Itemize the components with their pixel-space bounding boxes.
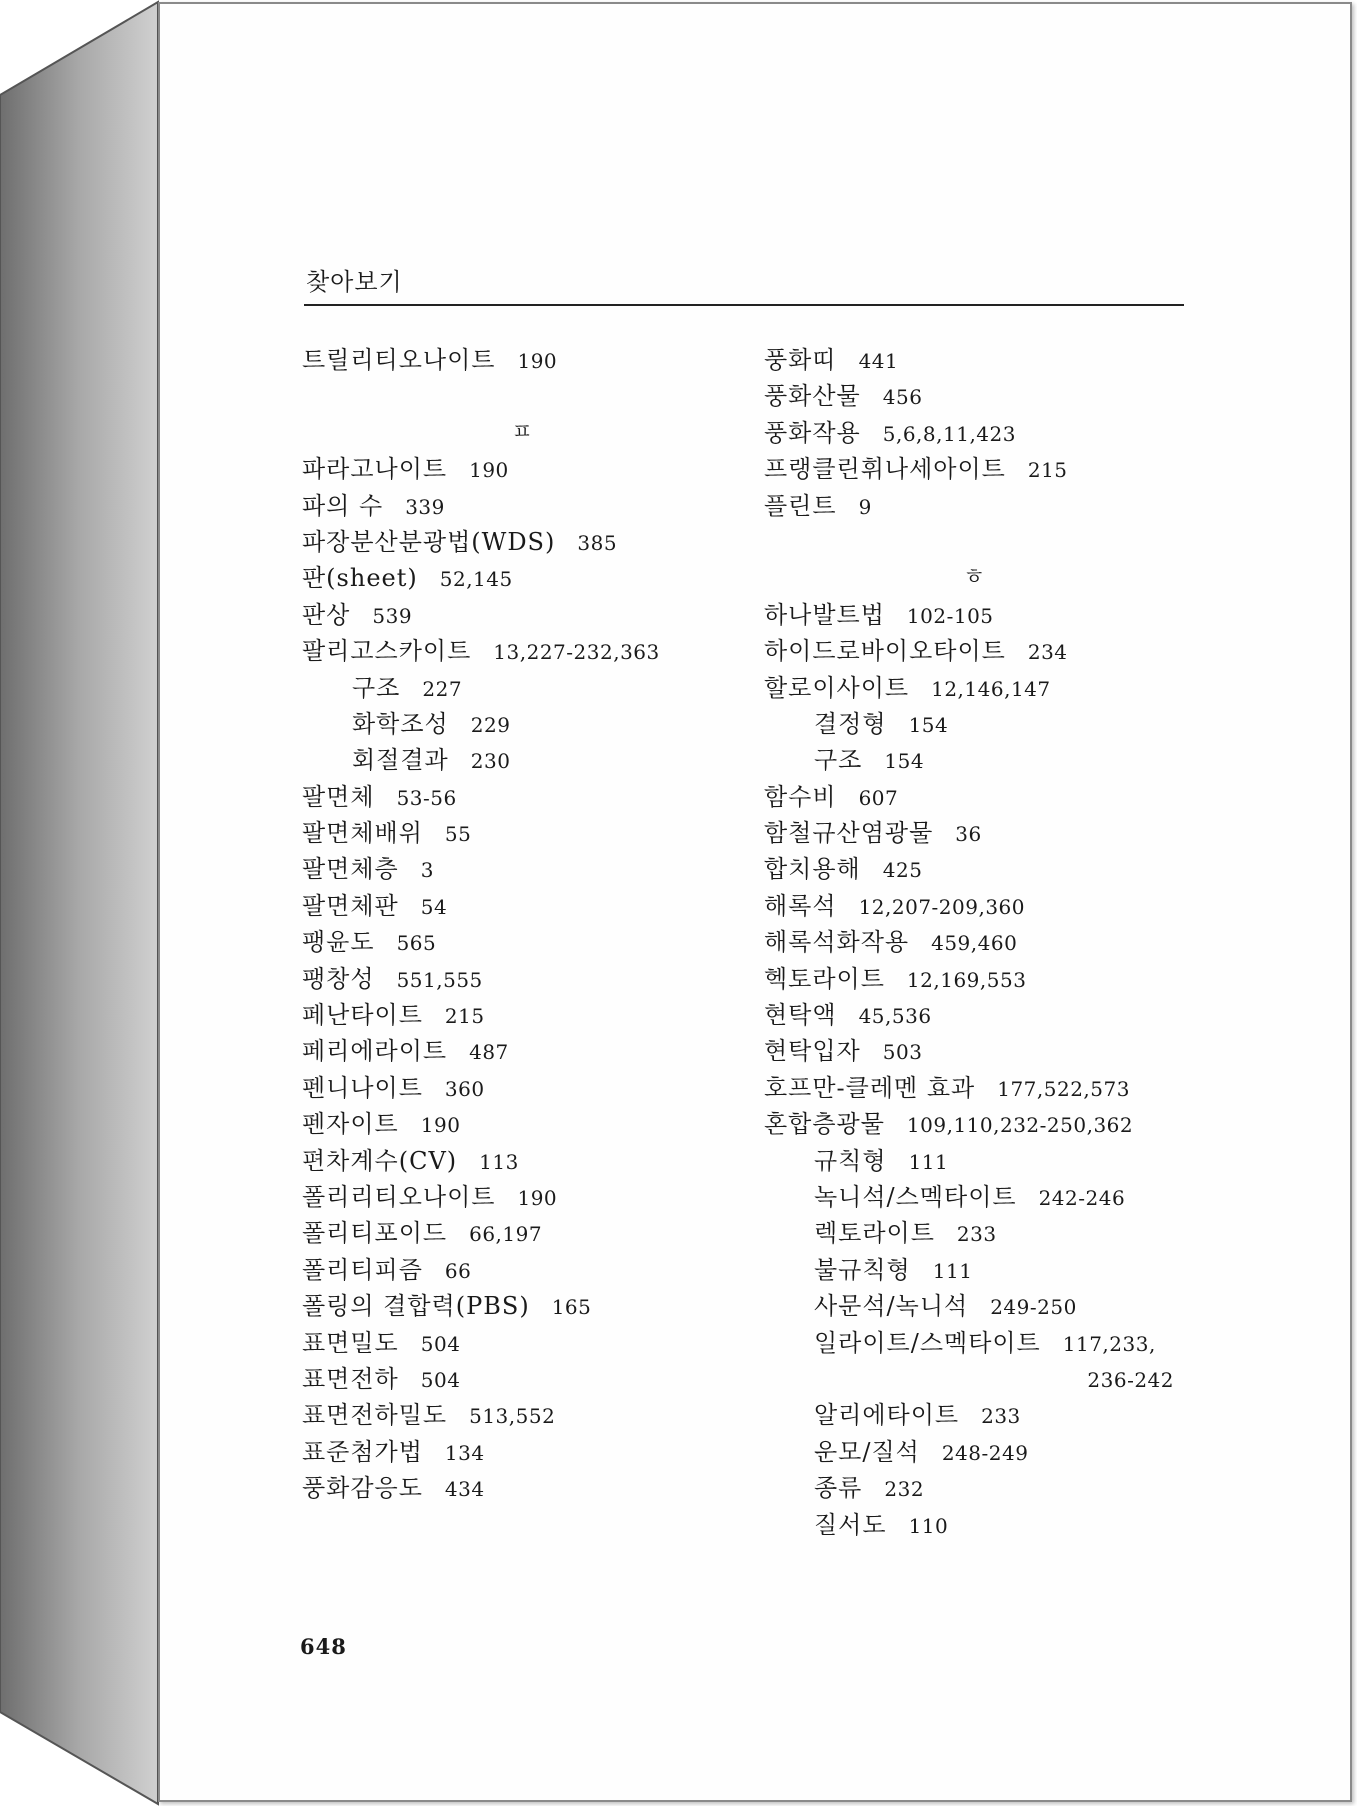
index-entry bbox=[302, 815, 742, 851]
page-header-title: 찾아보기 bbox=[306, 268, 403, 296]
index-term: 팽창성 bbox=[302, 964, 375, 993]
index-entry bbox=[302, 1288, 742, 1324]
index-entry bbox=[764, 342, 1184, 378]
page-refs: 339 bbox=[405, 494, 445, 519]
index-subentry bbox=[764, 706, 1184, 742]
index-term: 풍화감응도 bbox=[302, 1474, 423, 1503]
page-refs: 607 bbox=[858, 785, 899, 810]
index-entry bbox=[764, 1033, 1184, 1069]
index-entry bbox=[302, 779, 742, 815]
index-term: 불규칙형 bbox=[814, 1255, 911, 1284]
page-refs: 113 bbox=[479, 1149, 519, 1174]
index-term: 팔리고스카이트 bbox=[302, 637, 472, 666]
index-term: 함수비 bbox=[764, 782, 837, 811]
index-term: 파의 수 bbox=[302, 491, 384, 520]
index-entry bbox=[302, 342, 742, 378]
index-subentry bbox=[764, 1288, 1184, 1324]
index-entry bbox=[302, 1397, 742, 1433]
index-subentry bbox=[764, 1397, 1184, 1433]
page-refs: 551,555 bbox=[396, 967, 483, 992]
index-entry bbox=[764, 1106, 1184, 1142]
page-refs: 54 bbox=[420, 894, 448, 919]
index-term: 파라고나이트 bbox=[302, 455, 448, 484]
index-term: 프랭클린휘나세아이트 bbox=[764, 455, 1006, 484]
index-term: 결정형 bbox=[814, 709, 887, 738]
page-refs: 177,522,573 bbox=[997, 1076, 1130, 1101]
index-subentry bbox=[764, 1325, 1184, 1361]
page-refs: 109,110,232-250,362 bbox=[906, 1113, 1134, 1138]
index-term: 폴리티피즘 bbox=[302, 1255, 423, 1284]
index-term: 페난타이트 bbox=[302, 1001, 423, 1030]
index-entry bbox=[302, 1106, 742, 1142]
index-term: 팔면체판 bbox=[302, 891, 399, 920]
index-term: 함철규산염광물 bbox=[764, 819, 934, 848]
index-entry bbox=[302, 524, 742, 560]
page-refs: 234 bbox=[1027, 640, 1068, 665]
page-refs: 117,233, bbox=[1062, 1331, 1156, 1356]
index-term: 트릴리티오나이트 bbox=[302, 346, 496, 374]
index-entry bbox=[764, 888, 1184, 924]
index-term: 판상 bbox=[302, 600, 351, 629]
index-term: 알리에타이트 bbox=[814, 1401, 960, 1430]
index-entry bbox=[302, 997, 742, 1033]
index-term: 판(sheet) bbox=[302, 564, 418, 593]
index-entry bbox=[302, 451, 742, 487]
index-entry bbox=[302, 597, 742, 633]
page-refs: 456 bbox=[882, 385, 923, 410]
index-entry bbox=[302, 961, 742, 997]
index-term: 사문석/녹니석 bbox=[814, 1292, 969, 1321]
index-term: 폴리티포이드 bbox=[302, 1219, 448, 1248]
index-entry bbox=[764, 961, 1184, 997]
index-entry bbox=[302, 1434, 742, 1470]
index-term: 호프만-클레멘 효과 bbox=[764, 1073, 976, 1102]
index-term: 화학조성 bbox=[352, 709, 449, 738]
index-entry bbox=[302, 1361, 742, 1397]
page-refs: 242-246 bbox=[1038, 1186, 1126, 1210]
index-term: 할로이사이트 bbox=[764, 673, 910, 702]
page-refs: 503 bbox=[882, 1040, 923, 1065]
page-refs: 13,227-232,363 bbox=[493, 640, 660, 665]
index-page bbox=[158, 2, 1352, 1802]
index-term: 혼합층광물 bbox=[764, 1110, 885, 1139]
page-refs: 190 bbox=[469, 458, 509, 483]
page-refs: 385 bbox=[577, 530, 618, 555]
page-refs: 236-242 bbox=[1087, 1367, 1174, 1392]
page-refs: 111 bbox=[908, 1149, 949, 1174]
index-entry-continuation bbox=[764, 1361, 1184, 1397]
index-subentry bbox=[764, 1470, 1184, 1506]
page-refs: 3 bbox=[420, 858, 434, 883]
book-spine-side bbox=[0, 0, 160, 1806]
index-term: 하이드로바이오타이트 bbox=[764, 637, 1006, 666]
index-term: 폴링의 결합력(PBS) bbox=[302, 1292, 530, 1321]
page-refs: 425 bbox=[882, 858, 923, 883]
index-term: 현탁액 bbox=[764, 1001, 837, 1030]
page-refs: 434 bbox=[444, 1477, 485, 1502]
index-term: 풍화작용 bbox=[764, 418, 861, 447]
index-entry bbox=[302, 1033, 742, 1069]
index-term: 팔면체 bbox=[302, 782, 375, 811]
index-entry bbox=[302, 888, 742, 924]
page-refs: 248-249 bbox=[941, 1440, 1029, 1465]
index-entry bbox=[302, 1325, 742, 1361]
index-term: 종류 bbox=[814, 1474, 863, 1503]
index-entry bbox=[302, 1470, 742, 1506]
page-refs: 154 bbox=[884, 749, 925, 774]
index-subentry bbox=[764, 1434, 1184, 1470]
index-entry bbox=[302, 1143, 742, 1179]
index-subentry bbox=[302, 706, 742, 742]
index-term: 펜니나이트 bbox=[302, 1073, 423, 1102]
index-entry bbox=[302, 1252, 742, 1288]
header-divider bbox=[304, 304, 1184, 306]
page-refs: 360 bbox=[444, 1076, 485, 1101]
index-term: 렉토라이트 bbox=[814, 1219, 935, 1248]
page-refs: 233 bbox=[956, 1222, 997, 1247]
index-term: 일라이트/스멕타이트 bbox=[814, 1328, 1041, 1357]
index-term: 표면밀도 bbox=[302, 1328, 399, 1357]
index-entry bbox=[302, 851, 742, 887]
index-term: 헥토라이트 bbox=[764, 964, 885, 993]
index-entry bbox=[764, 815, 1184, 851]
index-term: 회절결과 bbox=[352, 746, 449, 775]
index-term: 풍화띠 bbox=[764, 346, 837, 374]
index-entry bbox=[764, 670, 1184, 706]
index-term: 하나발트법 bbox=[764, 600, 885, 629]
index-entry bbox=[764, 378, 1184, 414]
index-entry bbox=[764, 924, 1184, 960]
page-refs: 12,169,553 bbox=[906, 967, 1027, 992]
page-refs: 249-250 bbox=[990, 1295, 1077, 1320]
page-refs: 229 bbox=[470, 712, 511, 737]
page-refs: 165 bbox=[551, 1295, 592, 1320]
index-term: 팔면체배위 bbox=[302, 819, 423, 848]
index-term: 파장분산분광법(WDS) bbox=[302, 527, 556, 556]
index-term: 펜자이트 bbox=[302, 1110, 399, 1139]
page-refs: 102-105 bbox=[906, 603, 994, 628]
page-refs: 190 bbox=[517, 349, 558, 373]
index-term: 구조 bbox=[352, 673, 401, 702]
index-term: 현탁입자 bbox=[764, 1037, 861, 1066]
index-entry bbox=[302, 1179, 742, 1215]
page-refs: 190 bbox=[420, 1113, 461, 1138]
index-column-left bbox=[302, 342, 742, 1507]
section-heading: ㅍ bbox=[511, 419, 533, 445]
page-refs: 441 bbox=[858, 349, 899, 373]
index-term: 폴리리티오나이트 bbox=[302, 1183, 496, 1211]
page-refs: 513,552 bbox=[469, 1404, 556, 1429]
page-refs: 215 bbox=[1027, 458, 1068, 483]
index-entry bbox=[764, 451, 1184, 487]
page-refs: 36 bbox=[955, 822, 982, 847]
index-entry bbox=[764, 851, 1184, 887]
index-entry bbox=[764, 597, 1184, 633]
index-term: 구조 bbox=[814, 746, 863, 775]
index-entry bbox=[764, 1070, 1184, 1106]
index-entry bbox=[764, 779, 1184, 815]
index-term: 규칙형 bbox=[814, 1146, 887, 1175]
page-refs: 565 bbox=[396, 931, 437, 956]
index-term: 합치용해 bbox=[764, 855, 861, 884]
page-refs: 45,536 bbox=[858, 1004, 932, 1029]
page-refs: 66,197 bbox=[469, 1222, 543, 1247]
index-entry bbox=[764, 415, 1184, 451]
page-refs: 227 bbox=[422, 676, 463, 701]
index-term: 표준첨가법 bbox=[302, 1437, 423, 1466]
page-refs: 53-56 bbox=[396, 785, 457, 810]
index-term: 녹니석/스멕타이트 bbox=[814, 1183, 1017, 1211]
index-term: 플린트 bbox=[764, 491, 837, 520]
page-refs: 12,207-209,360 bbox=[858, 894, 1026, 919]
index-subentry bbox=[764, 1215, 1184, 1251]
page-refs: 487 bbox=[469, 1040, 509, 1065]
index-subentry bbox=[764, 1143, 1184, 1179]
index-term: 표면전하밀도 bbox=[302, 1401, 448, 1430]
index-subentry bbox=[764, 1179, 1184, 1215]
page-refs: 232 bbox=[884, 1477, 925, 1502]
index-term: 팽윤도 bbox=[302, 928, 375, 957]
index-term: 페리에라이트 bbox=[302, 1037, 448, 1066]
page-refs: 52,145 bbox=[439, 567, 513, 592]
index-entry bbox=[302, 488, 742, 524]
index-subentry bbox=[764, 1507, 1184, 1543]
index-subentry bbox=[302, 670, 742, 706]
index-entry bbox=[302, 560, 742, 596]
page-refs: 504 bbox=[420, 1331, 461, 1356]
page-refs: 190 bbox=[517, 1186, 558, 1210]
page-refs: 111 bbox=[932, 1258, 973, 1283]
index-term: 팔면체층 bbox=[302, 855, 399, 884]
page-refs: 9 bbox=[858, 494, 872, 519]
index-entry bbox=[764, 997, 1184, 1033]
page-refs: 459,460 bbox=[931, 931, 1018, 956]
page-refs: 539 bbox=[372, 603, 413, 628]
index-column-right bbox=[764, 342, 1184, 1543]
index-term: 편차계수(CV) bbox=[302, 1146, 458, 1175]
page-refs: 233 bbox=[981, 1404, 1021, 1429]
index-term: 해록석화작용 bbox=[764, 928, 910, 957]
index-term: 해록석 bbox=[764, 891, 837, 920]
section-heading: ㅎ bbox=[963, 565, 985, 591]
index-subentry bbox=[764, 1252, 1184, 1288]
index-term: 표면전하 bbox=[302, 1364, 399, 1393]
index-entry bbox=[302, 924, 742, 960]
page-refs: 12,146,147 bbox=[931, 676, 1051, 701]
index-entry bbox=[302, 633, 742, 669]
index-entry bbox=[302, 1215, 742, 1251]
index-entry bbox=[764, 488, 1184, 524]
index-subentry bbox=[764, 742, 1184, 778]
page-refs: 215 bbox=[444, 1004, 485, 1029]
index-term: 풍화산물 bbox=[764, 382, 861, 411]
index-subentry bbox=[302, 742, 742, 778]
page-refs: 504 bbox=[420, 1367, 461, 1392]
index-entry bbox=[764, 633, 1184, 669]
page-refs: 154 bbox=[908, 712, 949, 737]
page-number: 648 bbox=[300, 1634, 347, 1659]
page-refs: 230 bbox=[470, 749, 511, 774]
page-refs: 66 bbox=[444, 1258, 472, 1283]
page-refs: 134 bbox=[444, 1440, 485, 1465]
index-entry bbox=[302, 1070, 742, 1106]
page-refs: 55 bbox=[444, 822, 472, 847]
index-term: 질서도 bbox=[814, 1510, 887, 1539]
page-refs: 5,6,8,11,423 bbox=[882, 421, 1016, 446]
index-term: 운모/질석 bbox=[814, 1437, 920, 1466]
page-refs: 110 bbox=[908, 1513, 949, 1538]
